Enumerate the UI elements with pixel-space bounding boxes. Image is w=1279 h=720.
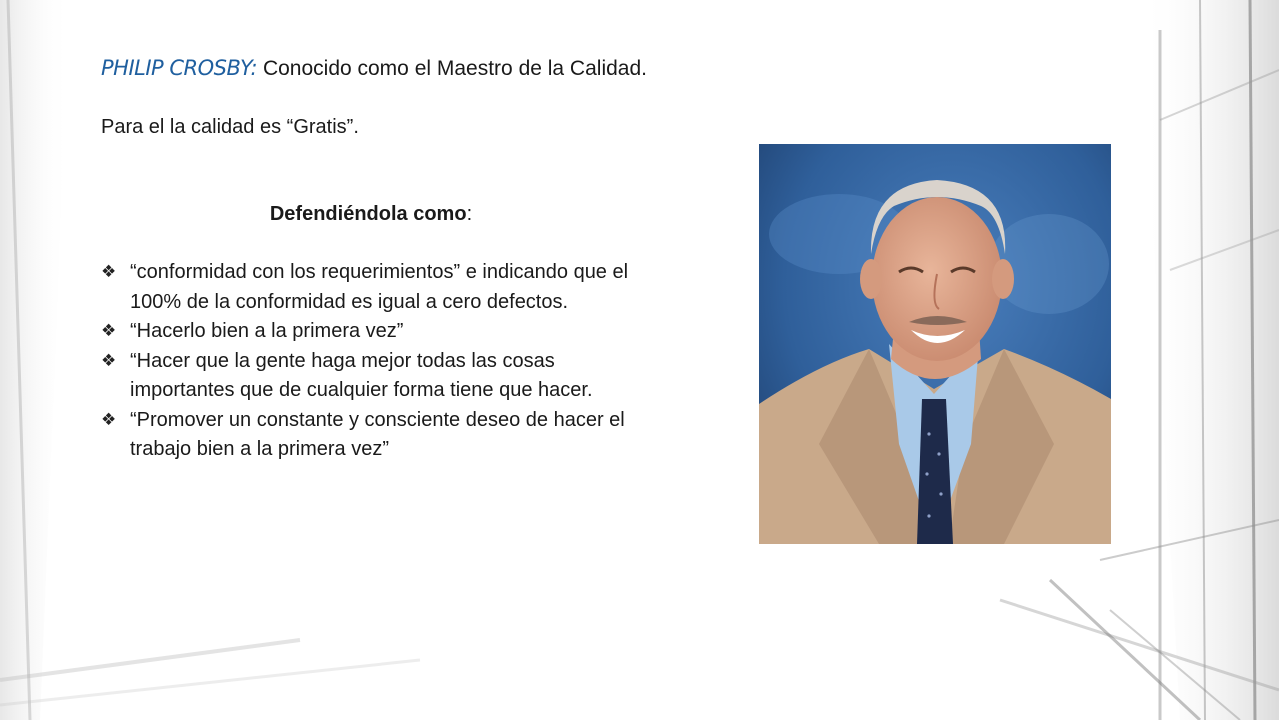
title-rest: Conocido como el Maestro de la Calidad. [257, 57, 647, 80]
portrait-photo [759, 144, 1111, 544]
section-heading [101, 203, 641, 226]
diamond-bullet-icon: ❖ [101, 321, 117, 341]
bullet-text: “Promover un constante y consciente deseo de hacer el trabajo bien a la primera vez” [130, 408, 625, 460]
diamond-bullet-icon: ❖ [101, 262, 117, 282]
diamond-bullet-icon: ❖ [101, 350, 117, 371]
section-heading-colon: : [466, 203, 473, 225]
list-item [101, 258, 646, 317]
bullet-text: “conformidad con los requerimientos” e indicando que el 100% de la conformidad es igual a cero defectos. [130, 261, 629, 313]
title-name: PHILIP CROSBY: [101, 56, 258, 80]
slide-title [101, 56, 647, 81]
bullet-list [101, 258, 646, 465]
list-item [101, 406, 646, 465]
bullet-text: “Hacerlo bien a la primera vez” [130, 320, 404, 342]
bullet-text: “Hacer que la gente haga mejor todas las cosas importantes que de cualquier forma tiene que hacer. [130, 349, 593, 401]
list-item [101, 347, 646, 406]
list-item [101, 317, 646, 347]
slide-subtitle: Para el la calidad es “Gratis”. [101, 116, 359, 138]
section-heading-bold: Defendiéndola como [269, 203, 467, 225]
diamond-bullet-icon: ❖ [101, 409, 117, 430]
